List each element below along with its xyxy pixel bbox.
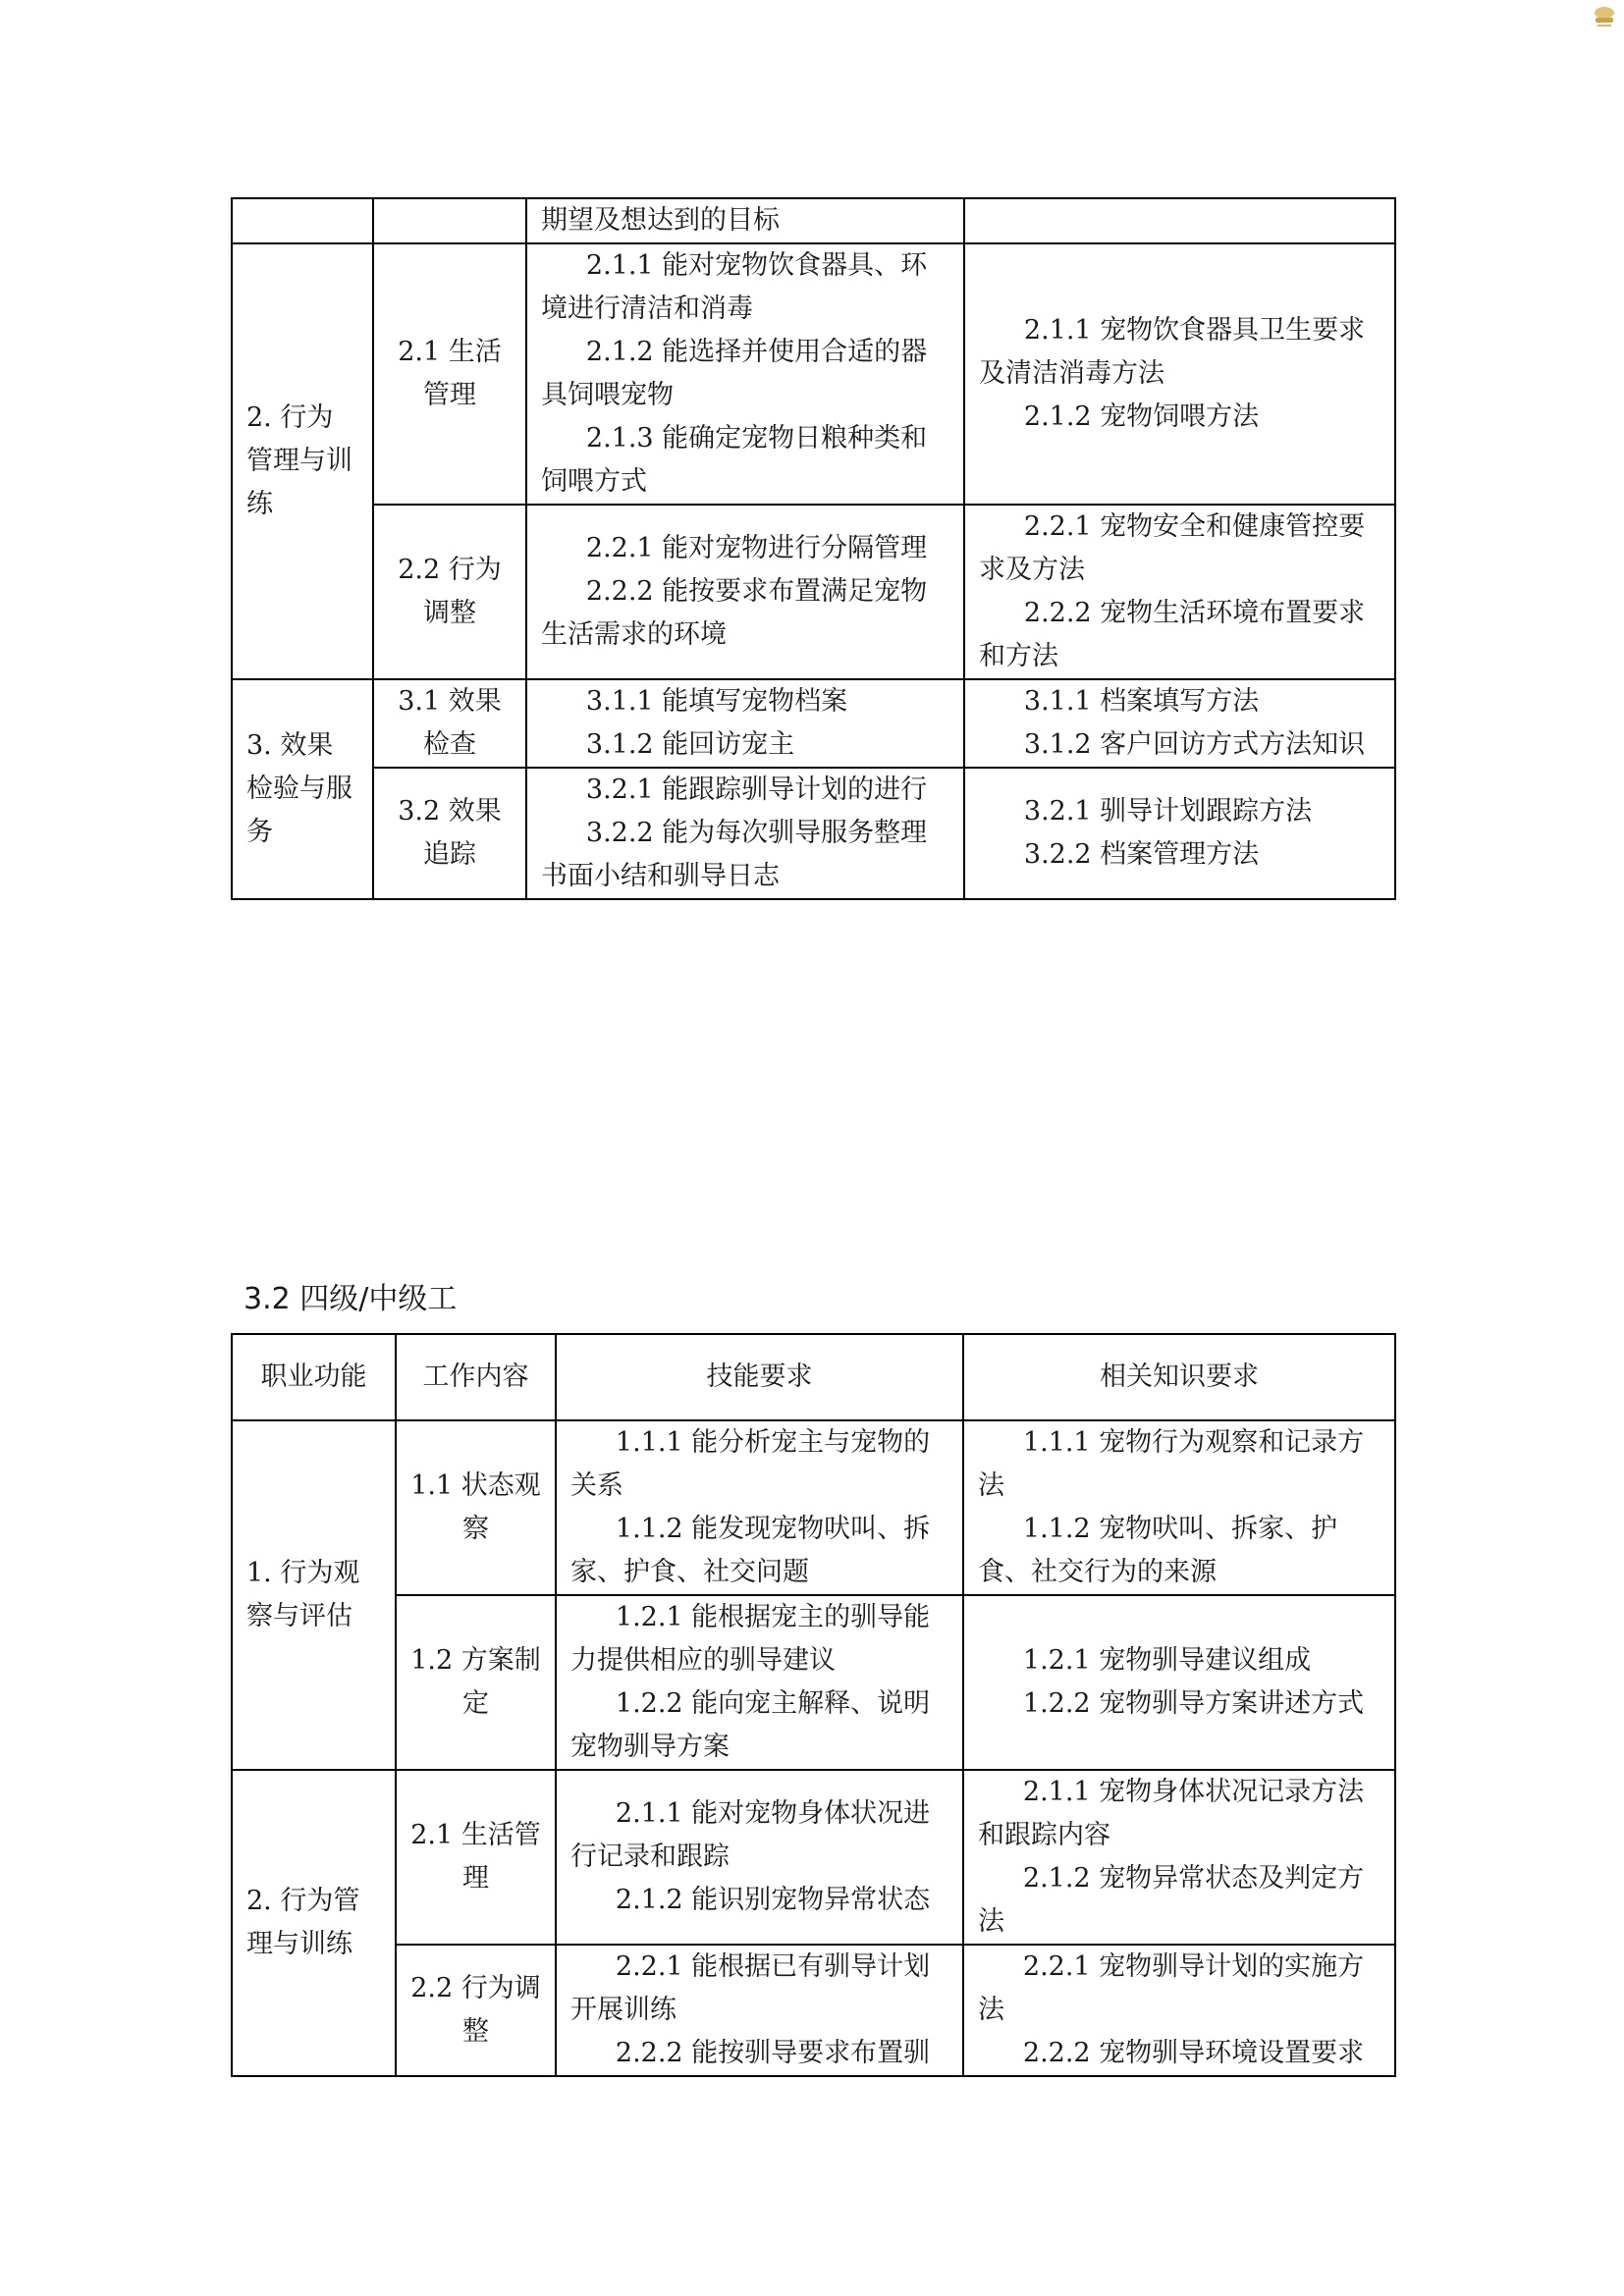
skill-item: 2.2.1 能对宠物进行分隔管理 bbox=[585, 533, 928, 563]
header-function: 职业功能 bbox=[232, 1334, 396, 1420]
skill-item: 3.1.1 能填写宠物档案 bbox=[585, 686, 848, 717]
table-row bbox=[232, 198, 1395, 243]
content-cell: 1.1 状态观察 bbox=[396, 1420, 556, 1595]
section-heading: 3.2 四级/中级工 bbox=[244, 1282, 458, 1316]
skill-item: 3.2.2 能为每次驯导服务整理书面小结和驯导日志 bbox=[541, 818, 928, 891]
content-cell: 3.2 效果追踪 bbox=[373, 768, 526, 899]
table-row bbox=[232, 1770, 1395, 1945]
table-row bbox=[232, 768, 1395, 899]
table-row bbox=[232, 679, 1395, 768]
knowledge-cell bbox=[963, 1420, 1395, 1595]
function-cell: 2. 行为管理与训练 bbox=[232, 1770, 396, 2076]
skill-item: 3.2.1 能跟踪驯导计划的进行 bbox=[585, 774, 928, 805]
skill-item: 2.2.1 能根据已有驯导计划开展训练 bbox=[570, 1951, 931, 2025]
skill-item: 2.1.1 能对宠物身体状况进行记录和跟踪 bbox=[570, 1798, 931, 1872]
knowledge-item: 2.1.2 宠物饲喂方法 bbox=[1023, 401, 1260, 432]
function-cell: 2. 行为管理与训练 bbox=[232, 243, 373, 679]
table-row bbox=[232, 1420, 1395, 1595]
content-cell: 2.2 行为调整 bbox=[396, 1945, 556, 2076]
function-cell bbox=[232, 198, 373, 243]
content-cell: 2.2 行为调整 bbox=[373, 505, 526, 679]
knowledge-item: 2.2.2 宠物生活环境布置要求和方法 bbox=[979, 598, 1366, 671]
skill-item: 期望及想达到的目标 bbox=[541, 205, 780, 236]
knowledge-cell bbox=[964, 768, 1395, 899]
knowledge-item: 1.1.1 宠物行为观察和记录方法 bbox=[978, 1427, 1365, 1501]
publisher-logo-icon bbox=[1590, 2, 1619, 31]
skills-cell bbox=[526, 768, 964, 899]
knowledge-cell bbox=[964, 679, 1395, 768]
knowledge-cell bbox=[964, 243, 1395, 505]
table-row bbox=[232, 1945, 1395, 2076]
knowledge-item: 3.2.2 档案管理方法 bbox=[1023, 839, 1260, 870]
knowledge-cell bbox=[963, 1595, 1395, 1770]
skill-item: 1.2.1 能根据宠主的驯导能力提供相应的驯导建议 bbox=[570, 1602, 931, 1676]
content-cell: 1.2 方案制定 bbox=[396, 1595, 556, 1770]
header-skills: 技能要求 bbox=[556, 1334, 963, 1420]
skills-cell bbox=[556, 1595, 963, 1770]
skills-cell bbox=[526, 505, 964, 679]
content-cell bbox=[373, 198, 526, 243]
knowledge-item: 2.1.1 宠物身体状况记录方法和跟踪内容 bbox=[978, 1777, 1365, 1850]
header-content: 工作内容 bbox=[396, 1334, 556, 1420]
skills-cell bbox=[556, 1420, 963, 1595]
table-row bbox=[232, 1595, 1395, 1770]
knowledge-item: 3.1.1 档案填写方法 bbox=[1023, 686, 1260, 717]
knowledge-cell bbox=[963, 1770, 1395, 1945]
knowledge-item: 2.2.1 宠物安全和健康管控要求及方法 bbox=[979, 511, 1366, 585]
knowledge-cell bbox=[963, 1945, 1395, 2076]
content-cell: 3.1 效果检查 bbox=[373, 679, 526, 768]
skill-item: 1.2.2 能向宠主解释、说明宠物驯导方案 bbox=[570, 1688, 931, 1762]
function-cell: 3. 效果检验与服务 bbox=[232, 679, 373, 899]
knowledge-item: 2.1.1 宠物饮食器具卫生要求及清洁消毒方法 bbox=[979, 315, 1366, 389]
knowledge-item: 2.1.2 宠物异常状态及判定方法 bbox=[978, 1863, 1365, 1937]
knowledge-item: 2.2.2 宠物驯导环境设置要求 bbox=[1022, 2038, 1365, 2068]
skills-cell bbox=[556, 1770, 963, 1945]
knowledge-cell bbox=[964, 198, 1395, 243]
table-row bbox=[232, 243, 1395, 505]
function-cell: 1. 行为观察与评估 bbox=[232, 1420, 396, 1770]
table-header-row bbox=[232, 1334, 1395, 1420]
skill-item: 2.1.2 能识别宠物异常状态 bbox=[615, 1885, 931, 1915]
skill-item: 2.1.3 能确定宠物日粮种类和饲喂方式 bbox=[541, 423, 928, 497]
skill-item: 2.2.2 能按要求布置满足宠物生活需求的环境 bbox=[541, 576, 928, 650]
skills-cell bbox=[526, 243, 964, 505]
skills-cell bbox=[526, 198, 964, 243]
knowledge-item: 2.2.1 宠物驯导计划的实施方法 bbox=[978, 1951, 1365, 2025]
knowledge-item: 1.2.2 宠物驯导方案讲述方式 bbox=[1022, 1688, 1365, 1719]
skills-table-continued bbox=[231, 197, 1396, 900]
skill-item: 2.1.1 能对宠物饮食器具、环境进行清洁和消毒 bbox=[541, 250, 928, 324]
content-cell: 2.1 生活管理 bbox=[373, 243, 526, 505]
knowledge-item: 1.1.2 宠物吠叫、拆家、护食、社交行为的来源 bbox=[978, 1514, 1338, 1587]
skills-cell bbox=[556, 1945, 963, 2076]
skill-item: 1.1.2 能发现宠物吠叫、拆家、护食、社交问题 bbox=[570, 1514, 931, 1587]
skills-table-level4 bbox=[231, 1333, 1396, 2077]
knowledge-item: 3.1.2 客户回访方式方法知识 bbox=[1023, 729, 1366, 760]
skill-item: 2.1.2 能选择并使用合适的器具饲喂宠物 bbox=[541, 337, 928, 410]
skill-item: 1.1.1 能分析宠主与宠物的关系 bbox=[570, 1427, 931, 1501]
knowledge-item: 3.2.1 驯导计划跟踪方法 bbox=[1023, 796, 1313, 827]
content-cell: 2.1 生活管理 bbox=[396, 1770, 556, 1945]
skills-cell bbox=[526, 679, 964, 768]
knowledge-cell bbox=[964, 505, 1395, 679]
header-knowledge: 相关知识要求 bbox=[963, 1334, 1395, 1420]
knowledge-item: 1.2.1 宠物驯导建议组成 bbox=[1022, 1645, 1312, 1676]
skill-item: 2.2.2 能按驯导要求布置驯 bbox=[615, 2038, 931, 2068]
table-row bbox=[232, 505, 1395, 679]
skill-item: 3.1.2 能回访宠主 bbox=[585, 729, 795, 760]
